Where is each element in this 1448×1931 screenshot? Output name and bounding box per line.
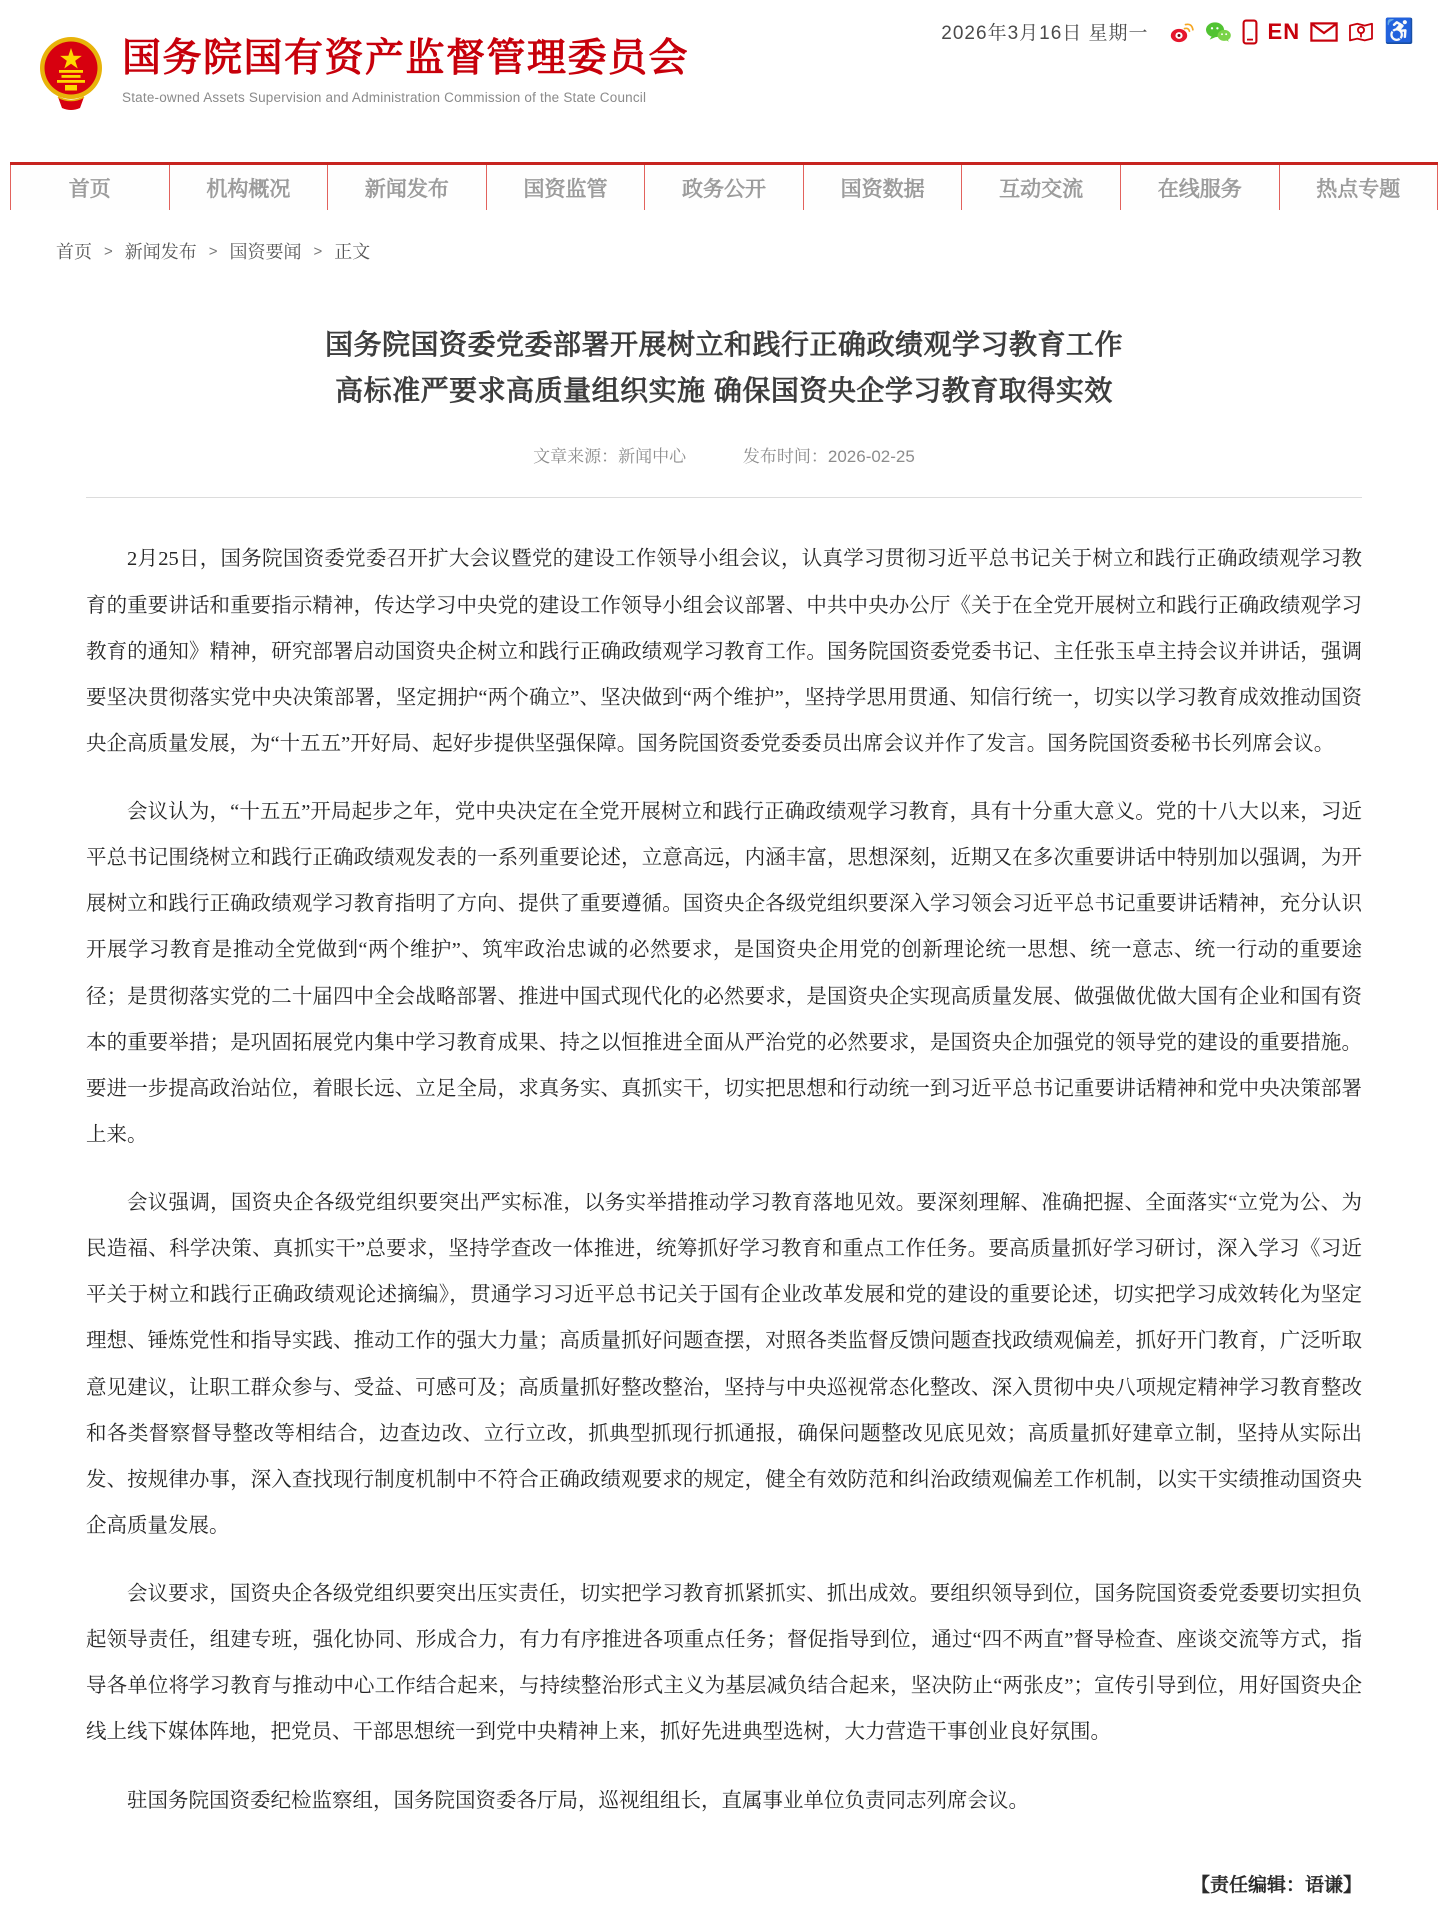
map-location-icon[interactable] bbox=[1348, 20, 1374, 44]
breadcrumb-separator: > bbox=[104, 242, 113, 260]
article-divider bbox=[86, 497, 1362, 498]
nav-item-gov-affairs[interactable]: 政务公开 bbox=[644, 165, 803, 210]
article-paragraph: 会议要求，国资央企各级党组织要突出压实责任，切实把学习教育抓紧抓实、抓出成效。要组织领导到位，国务院国资委党委要切实担负起领导责任，组建专班，强化协同、形成合力，有力有序推进各项重点任务；督促指导到位，通过“四不两直”督导检查、座谈交流等方式，指导各单位将学习教育与推动中心工作结合起来，与持续整治形式主义为基层减负结合起来，坚决防止“两张皮”；宣传引导到位，用好国资央企线上线下媒体阵地，把党员、干部思想统一到党中央精神上来，抓好先进典型选树，大力营造干事创业良好氛围。 bbox=[86, 1583, 1362, 1744]
article bbox=[0, 322, 1448, 1897]
breadcrumb-home[interactable]: 首页 bbox=[56, 242, 92, 262]
top-utility-bar bbox=[941, 18, 1414, 45]
article-paragraph: 2月25日，国务院国资委党委召开扩大会议暨党的建设工作领导小组会议，认真学习贯彻习近平总书记关于树立和践行正确政绩观学习教育的重要讲话和重要指示精神，传达学习中央党的建设工作领导小组会议部署、中共中央办公厅《关于在全党开展树立和践行正确政绩观学习教育的通知》精神，研究部署启动国资央企树立和践行正确政绩观学习教育工作。国务院国资委党委书记、主任张玉卓主持会议并讲话，强调要坚决贯彻落实党中央决策部署，坚定拥护“两个确立”、坚决做到“两个维护”，坚持学思用贯通、知信行统一，切实以学习教育成效推动国资央企高质量发展，为“十五五”开好局、起好步提供坚强保障。国务院国资委党委委员出席会议并作了发言。国务院国资委秘书长列席会议。 bbox=[86, 548, 1362, 755]
article-title-line1: 国务院国资委党委部署开展树立和践行正确政绩观学习教育工作 bbox=[324, 329, 1123, 360]
responsible-editor: 【责任编辑：语谦】 bbox=[1190, 1874, 1362, 1896]
en-link[interactable]: EN bbox=[1267, 18, 1301, 44]
article-title bbox=[86, 322, 1362, 414]
main-nav bbox=[10, 162, 1438, 210]
current-date: 2026年3月16日 星期一 bbox=[941, 23, 1149, 44]
nav-item-data[interactable]: 国资数据 bbox=[803, 165, 962, 210]
breadcrumb bbox=[0, 210, 1448, 264]
breadcrumb-sasac-news[interactable]: 国资要闻 bbox=[229, 242, 302, 262]
breadcrumb-current: 正文 bbox=[334, 242, 371, 262]
national-emblem-logo[interactable] bbox=[34, 34, 108, 117]
breadcrumb-separator: > bbox=[313, 242, 323, 260]
weibo-icon[interactable] bbox=[1169, 20, 1195, 44]
article-publish-time: 发布时间：2026-02-25 bbox=[742, 447, 915, 467]
breadcrumb-news[interactable]: 新闻发布 bbox=[124, 242, 197, 262]
site-title[interactable]: 国务院国有资产监督管理委员会 bbox=[122, 37, 690, 80]
mobile-icon[interactable] bbox=[1242, 19, 1258, 45]
nav-item-interaction[interactable]: 互动交流 bbox=[961, 165, 1120, 210]
article-paragraph: 会议认为，“十五五”开局起步之年，党中央决定在全党开展树立和践行正确政绩观学习教育，具有十分重大意义。党的十八大以来，习近平总书记围绕树立和践行正确政绩观发表的一系列重要论述，立意高远，内涵丰富，思想深刻，近期又在多次重要讲话中特别加以强调，为开展树立和践行正确政绩观学习教育指明了方向、提供了重要遵循。国资央企各级党组织要深入学习领会习近平总书记重要讲话精神，充分认识开展学习教育是推动全党做到“两个维护”、筑牢政治忠诚的必然要求，是国资央企用党的创新理论统一思想、统一意志、统一行动的重要途径；是贯彻落实党的二十届四中全会战略部署、推进中国式现代化的必然要求，是国资央企实现高质量发展、做强做优做大国有企业和国有资本的重要举措；是巩固拓展党内集中学习教育成果、持之以恒推进全面从严治党的必然要求，是国资央企加强党的领导党的建设的重要措施。要进一步提高政治站位，着眼长远、立足全局，求真务实、真抓实干，切实把思想和行动统一到习近平总书记重要讲话精神和党中央决策部署上来。 bbox=[86, 801, 1362, 1146]
site-header bbox=[0, 0, 1448, 162]
nav-item-supervision[interactable]: 国资监管 bbox=[486, 165, 645, 210]
article-paragraph: 驻国务院国资委纪检监察组，国务院国资委各厅局，巡视组组长，直属事业单位负责同志列席会议。 bbox=[127, 1789, 1029, 1812]
nav-item-online-service[interactable]: 在线服务 bbox=[1120, 165, 1279, 210]
nav-item-about[interactable]: 机构概况 bbox=[169, 165, 328, 210]
article-title-line2: 高标准严要求高质量组织实施 确保国资央企学习教育取得实效 bbox=[335, 375, 1113, 407]
nav-item-home[interactable]: 首页 bbox=[10, 165, 169, 210]
site-subtitle: State-owned Assets Supervision and Administration Commission of the State Council bbox=[122, 89, 647, 105]
breadcrumb-separator: > bbox=[208, 242, 218, 260]
article-body bbox=[86, 536, 1362, 1823]
nav-item-hot-topics[interactable]: 热点专题 bbox=[1279, 165, 1439, 210]
article-paragraph: 会议强调，国资央企各级党组织要突出严实标准，以务实举措推动学习教育落地见效。要深刻理解、准确把握、全面落实“立党为公、为民造福、科学决策、真抓实干”总要求，坚持学查改一体推进，统筹抓好学习教育和重点工作任务。要高质量抓好学习研讨，深入学习《习近平关于树立和践行正确政绩观论述摘编》，贯通学习习近平总书记关于国有企业改革发展和党的建设的重要论述，切实把学习成效转化为坚定理想、锤炼党性和指导实践、推动工作的强大力量；高质量抓好问题查摆，对照各类监督反馈问题查找政绩观偏差，抓好开门教育，广泛听取意见建议，让职工群众参与、受益、可感可及；高质量抓好整改整治，坚持与中央巡视常态化整改、深入贯彻中央八项规定精神学习教育整改和各类督察督导整改等相结合，边查边改、立行立改，抓典型抓现行抓通报，确保问题整改见底见效；高质量抓好建章立制，坚持从实际出发、按规律办事，深入查找现行制度机制中不符合正确政绩观要求的规定，健全有效防范和纠治政绩观偏差工作机制，以实干实绩推动国资央企高质量发展。 bbox=[86, 1192, 1362, 1537]
article-source: 文章来源：新闻中心 bbox=[533, 447, 687, 467]
brand-text bbox=[122, 34, 689, 105]
mail-icon[interactable] bbox=[1310, 22, 1338, 42]
wechat-icon[interactable] bbox=[1205, 20, 1232, 44]
nav-item-news[interactable]: 新闻发布 bbox=[327, 165, 486, 210]
accessibility-icon[interactable]: ♿ bbox=[1384, 17, 1414, 45]
article-meta bbox=[86, 442, 1362, 467]
